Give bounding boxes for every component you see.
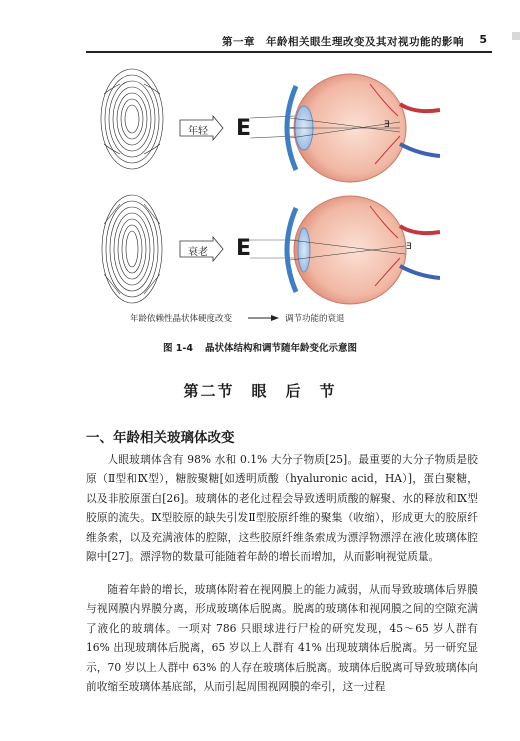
lens-section-old — [102, 195, 162, 303]
figure-caption-text: 晶状体结构和调节随年龄变化示意图 — [204, 343, 357, 354]
legend-right: 调节功能的衰退 — [285, 314, 345, 324]
label-young: 年轻 — [188, 126, 208, 137]
paragraph-2: 随着年龄的增长，玻璃体附着在视网膜上的能力减弱，从而导致玻璃体后界膜与视网膜内界膜分离，形成玻璃体后脱离。脱离的玻璃体和视网膜之间的空隙充满了液化的玻璃体。一项对 786 只眼球进行尸检的研究发现，45～65 岁人群有 16% 出现玻璃体后脱离，65 岁以上人群有 41% 出现玻璃体后脱离。另一研究显示，70 岁以上人群中 63% 的人存在玻璃体后脱离。玻璃体后脱离可导致玻璃体向前收缩至玻璃体基底部，从而引起周围视网膜的牵引，这一过程 — [86, 583, 478, 694]
paragraph-1: 人眼玻璃体含有 98% 水和 0.1% 大分子物质[25]。最重要的大分子物质是胶原（Ⅱ型和Ⅸ型），糖胺聚糖[如透明质酸（hyaluronic acid，HA）]，蛋白聚糖，以及非胶原蛋白[26]。玻璃体的老化过程会导致透明质酸的解聚、水的释放和Ⅸ型胶原的流失。Ⅸ型胶原的缺失引发Ⅱ型胶原纤维的聚集（收缩），形成更大的胶原纤维条索，以及充满液体的腔隙，这些胶原纤维条索成为漂浮物漂浮在液化玻璃体腔隙中[27]。漂浮物的数量可能随着年龄的增长而增加，从而影响视觉质量。 — [86, 453, 478, 564]
lens-section-young — [101, 69, 163, 169]
label-old: 衰老 — [188, 247, 208, 258]
page-number: 5 — [479, 33, 487, 46]
page-header — [0, 0, 520, 54]
retina-letter-young: E — [384, 120, 390, 130]
retina-letter-old: E — [406, 242, 412, 252]
chart-letter-young: E — [236, 116, 252, 141]
figure-illustration — [100, 64, 440, 334]
subsection-title: 一、年龄相关玻璃体改变 — [86, 430, 235, 446]
figure-caption — [0, 340, 520, 354]
chart-letter-old: E — [236, 236, 252, 261]
header-rule — [86, 51, 492, 53]
running-head: 第一章 年龄相关眼生理改变及其对视功能的影响 — [222, 36, 464, 48]
figure-number: 图 1-4 — [163, 343, 193, 354]
figure-lens-accommodation — [100, 64, 440, 334]
eye-diagram-young — [250, 74, 440, 182]
section-title: 第二节 眼 后 节 — [183, 382, 337, 400]
legend-left: 年龄依赖性晶状体硬度改变 — [130, 314, 233, 324]
